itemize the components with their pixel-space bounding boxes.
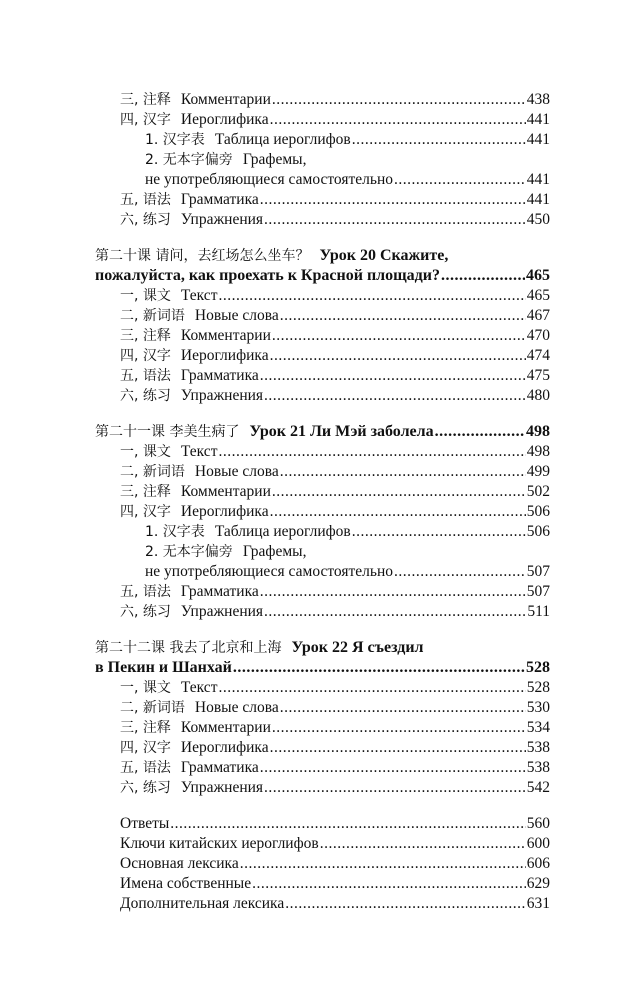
entry-number: 五, 语法 — [120, 760, 171, 776]
entry-title: Комментарии — [180, 327, 271, 344]
dot-leader — [264, 386, 526, 406]
lesson-title: Урок 21 Ли Мэй заболела — [249, 423, 434, 440]
toc-entry[interactable] — [145, 522, 550, 542]
lesson-heading[interactable] — [95, 422, 550, 442]
entry-page: 502 — [526, 483, 550, 500]
entry-title: Текст — [180, 443, 218, 460]
lesson-title: в Пекин и Шанхай — [95, 659, 232, 676]
toc-entry[interactable] — [120, 306, 550, 326]
toc-entry[interactable] — [120, 90, 550, 110]
lesson-title: Урок 22 Я съездил — [291, 639, 424, 656]
entry-number: 六, 练习 — [120, 388, 171, 404]
entry-title: Грамматика — [180, 759, 259, 776]
entry-page: 560 — [526, 815, 550, 832]
entry-title: не употребляющиеся самостоятельно — [145, 563, 393, 580]
entry-page: 511 — [527, 603, 550, 620]
toc-entry[interactable] — [120, 698, 550, 718]
dot-leader — [260, 190, 526, 210]
lesson-page: 498 — [526, 423, 550, 440]
entry-number: 三, 注释 — [120, 328, 171, 344]
entry-title: Текст — [180, 679, 218, 696]
entry-page: 600 — [526, 835, 550, 852]
entry-page: 441 — [526, 171, 550, 188]
entry-title: Грамматика — [180, 191, 259, 208]
toc-entry[interactable] — [120, 210, 550, 230]
entry-number: 二, 新词语 — [120, 700, 185, 716]
dot-leader — [264, 778, 526, 798]
entry-page: 534 — [526, 719, 550, 736]
dot-leader — [270, 110, 526, 130]
entry-page: 441 — [526, 111, 550, 128]
lesson-heading-continuation[interactable] — [95, 658, 550, 678]
entry-page: 441 — [526, 131, 550, 148]
toc-entry[interactable] — [120, 366, 550, 386]
entry-number: 四, 汉字 — [120, 348, 171, 364]
toc-entry-continuation[interactable] — [145, 562, 550, 582]
entry-page: 498 — [526, 443, 550, 460]
dot-leader — [320, 834, 526, 854]
entry-number: 六, 练习 — [120, 780, 171, 796]
lesson-heading[interactable] — [95, 246, 448, 266]
dot-leader — [218, 442, 525, 462]
dot-leader — [260, 582, 526, 602]
entry-title: Грамматика — [180, 367, 259, 384]
toc-entry[interactable] — [120, 778, 550, 798]
toc-entry[interactable] — [120, 502, 550, 522]
toc-entry[interactable] — [120, 110, 550, 130]
dot-leader — [272, 326, 526, 346]
lesson-number: 第二十二课 我去了北京和上海 — [95, 640, 282, 656]
entry-number: 六, 练习 — [120, 212, 171, 228]
entry-title: Иероглифика — [180, 739, 269, 756]
toc-entry[interactable] — [145, 150, 306, 170]
entry-number: 1. 汉字表 — [145, 524, 205, 540]
entry-number: 五, 语法 — [120, 368, 171, 384]
entry-title: Ключи китайских иероглифов — [120, 835, 319, 852]
dot-leader — [270, 346, 526, 366]
lesson-page: 528 — [526, 659, 550, 676]
toc-entry[interactable] — [120, 286, 550, 306]
lesson-title: Урок 20 Скажите, — [319, 247, 449, 264]
toc-entry[interactable] — [145, 130, 550, 150]
entry-title: Иероглифика — [180, 347, 269, 364]
entry-number: 2. 无本字偏旁 — [145, 544, 233, 560]
toc-entry[interactable] — [120, 834, 550, 854]
toc-entry[interactable] — [120, 462, 550, 482]
dot-leader — [218, 286, 525, 306]
entry-page: 438 — [526, 91, 550, 108]
entry-number: 五, 语法 — [120, 192, 171, 208]
toc-entry[interactable] — [145, 542, 306, 562]
entry-title: Комментарии — [180, 719, 271, 736]
entry-title: Комментарии — [180, 483, 271, 500]
lesson-title: пожалуйста, как проехать к Красной площади? — [95, 267, 440, 284]
entry-number: 四, 汉字 — [120, 740, 171, 756]
dot-leader — [218, 678, 525, 698]
entry-number: 四, 汉字 — [120, 504, 171, 520]
toc-entry[interactable] — [120, 854, 550, 874]
dot-leader — [394, 170, 526, 190]
entry-page: 450 — [526, 211, 550, 228]
dot-leader — [280, 306, 526, 326]
lesson-heading-continuation[interactable] — [95, 266, 550, 286]
toc-entry[interactable] — [120, 326, 550, 346]
dot-leader — [280, 698, 526, 718]
entry-number: 一, 课文 — [120, 444, 171, 460]
entry-page: 506 — [526, 503, 550, 520]
toc-entry[interactable] — [120, 814, 550, 834]
toc-entry[interactable] — [120, 442, 550, 462]
entry-page: 470 — [526, 327, 550, 344]
toc-entry[interactable] — [120, 346, 550, 366]
lesson-page: 465 — [526, 267, 550, 284]
entry-page: 538 — [526, 759, 550, 776]
dot-leader — [270, 738, 526, 758]
entry-number: 一, 课文 — [120, 288, 171, 304]
toc-entry[interactable] — [120, 190, 550, 210]
dot-leader — [260, 758, 526, 778]
lesson-number: 第二十一课 李美生病了 — [95, 424, 240, 440]
dot-leader — [394, 562, 526, 582]
entry-page: 507 — [526, 583, 550, 600]
dot-leader — [441, 266, 525, 286]
dot-leader — [264, 602, 526, 622]
toc-entry[interactable] — [120, 894, 550, 914]
entry-title: Таблица иероглифов — [214, 131, 351, 148]
entry-title: Имена собственные — [120, 875, 252, 892]
toc-entry[interactable] — [120, 678, 550, 698]
entry-title: Комментарии — [180, 91, 271, 108]
toc-entry[interactable] — [120, 582, 550, 602]
toc-entry[interactable] — [120, 482, 550, 502]
entry-number: 四, 汉字 — [120, 112, 171, 128]
dot-leader — [272, 718, 526, 738]
entry-page: 467 — [526, 307, 550, 324]
entry-page: 530 — [526, 699, 550, 716]
entry-title: Основная лексика — [120, 855, 239, 872]
dot-leader — [260, 366, 526, 386]
entry-number: 二, 新词语 — [120, 308, 185, 324]
entry-page: 474 — [526, 347, 550, 364]
dot-leader — [264, 210, 526, 230]
dot-leader — [272, 90, 526, 110]
entry-number: 三, 注释 — [120, 484, 171, 500]
entry-number: 一, 课文 — [120, 680, 171, 696]
entry-page: 475 — [526, 367, 550, 384]
entry-number: 六, 练习 — [120, 604, 171, 620]
entry-page: 441 — [526, 191, 550, 208]
entry-title: Упражнения — [180, 603, 264, 620]
dot-leader — [352, 130, 526, 150]
entry-page: 606 — [526, 855, 550, 872]
dot-leader — [240, 854, 526, 874]
lesson-heading[interactable] — [95, 638, 424, 658]
entry-title: Иероглифика — [180, 503, 269, 520]
entry-title: Упражнения — [180, 211, 264, 228]
entry-title: Графемы, — [242, 543, 307, 560]
entry-page: 542 — [526, 779, 550, 796]
entry-number: 1. 汉字表 — [145, 132, 205, 148]
entry-page: 499 — [526, 463, 550, 480]
entry-page: 507 — [526, 563, 550, 580]
entry-title: Графемы, — [242, 151, 307, 168]
toc-entry[interactable] — [120, 386, 550, 406]
entry-title: Упражнения — [180, 779, 264, 796]
toc-entry[interactable] — [120, 874, 550, 894]
entry-number: 三, 注释 — [120, 92, 171, 108]
entry-page: 538 — [526, 739, 550, 756]
dot-leader — [272, 482, 526, 502]
entry-title: Таблица иероглифов — [214, 523, 351, 540]
entry-title: Упражнения — [180, 387, 264, 404]
entry-number: 三, 注释 — [120, 720, 171, 736]
entry-number: 2. 无本字偏旁 — [145, 152, 233, 168]
entry-title: Текст — [180, 287, 218, 304]
dot-leader — [233, 658, 525, 678]
toc-entry[interactable] — [120, 602, 550, 622]
dot-leader — [352, 522, 526, 542]
entry-number: 五, 语法 — [120, 584, 171, 600]
entry-page: 465 — [526, 287, 550, 304]
entry-title: Дополнительная лексика — [120, 895, 285, 912]
toc-entry-continuation[interactable] — [145, 170, 550, 190]
dot-leader — [252, 874, 526, 894]
entry-page: 528 — [526, 679, 550, 696]
entry-page: 506 — [526, 523, 550, 540]
entry-number: 二, 新词语 — [120, 464, 185, 480]
toc-entry[interactable] — [120, 758, 550, 778]
entry-title: Новые слова — [194, 463, 279, 480]
lesson-number: 第二十课 请问，去红场怎么坐车？ — [95, 248, 310, 264]
dot-leader — [270, 502, 526, 522]
entry-page: 629 — [526, 875, 550, 892]
entry-title: Ответы — [120, 815, 170, 832]
entry-title: не употребляющиеся самостоятельно — [145, 171, 393, 188]
dot-leader — [280, 462, 526, 482]
toc-entry[interactable] — [120, 738, 550, 758]
entry-title: Иероглифика — [180, 111, 269, 128]
dot-leader — [285, 894, 526, 914]
dot-leader — [170, 814, 525, 834]
toc-entry[interactable] — [120, 718, 550, 738]
dot-leader — [435, 422, 525, 442]
entry-title: Новые слова — [194, 307, 279, 324]
entry-page: 480 — [526, 387, 550, 404]
entry-title: Грамматика — [180, 583, 259, 600]
entry-page: 631 — [526, 895, 550, 912]
entry-title: Новые слова — [194, 699, 279, 716]
